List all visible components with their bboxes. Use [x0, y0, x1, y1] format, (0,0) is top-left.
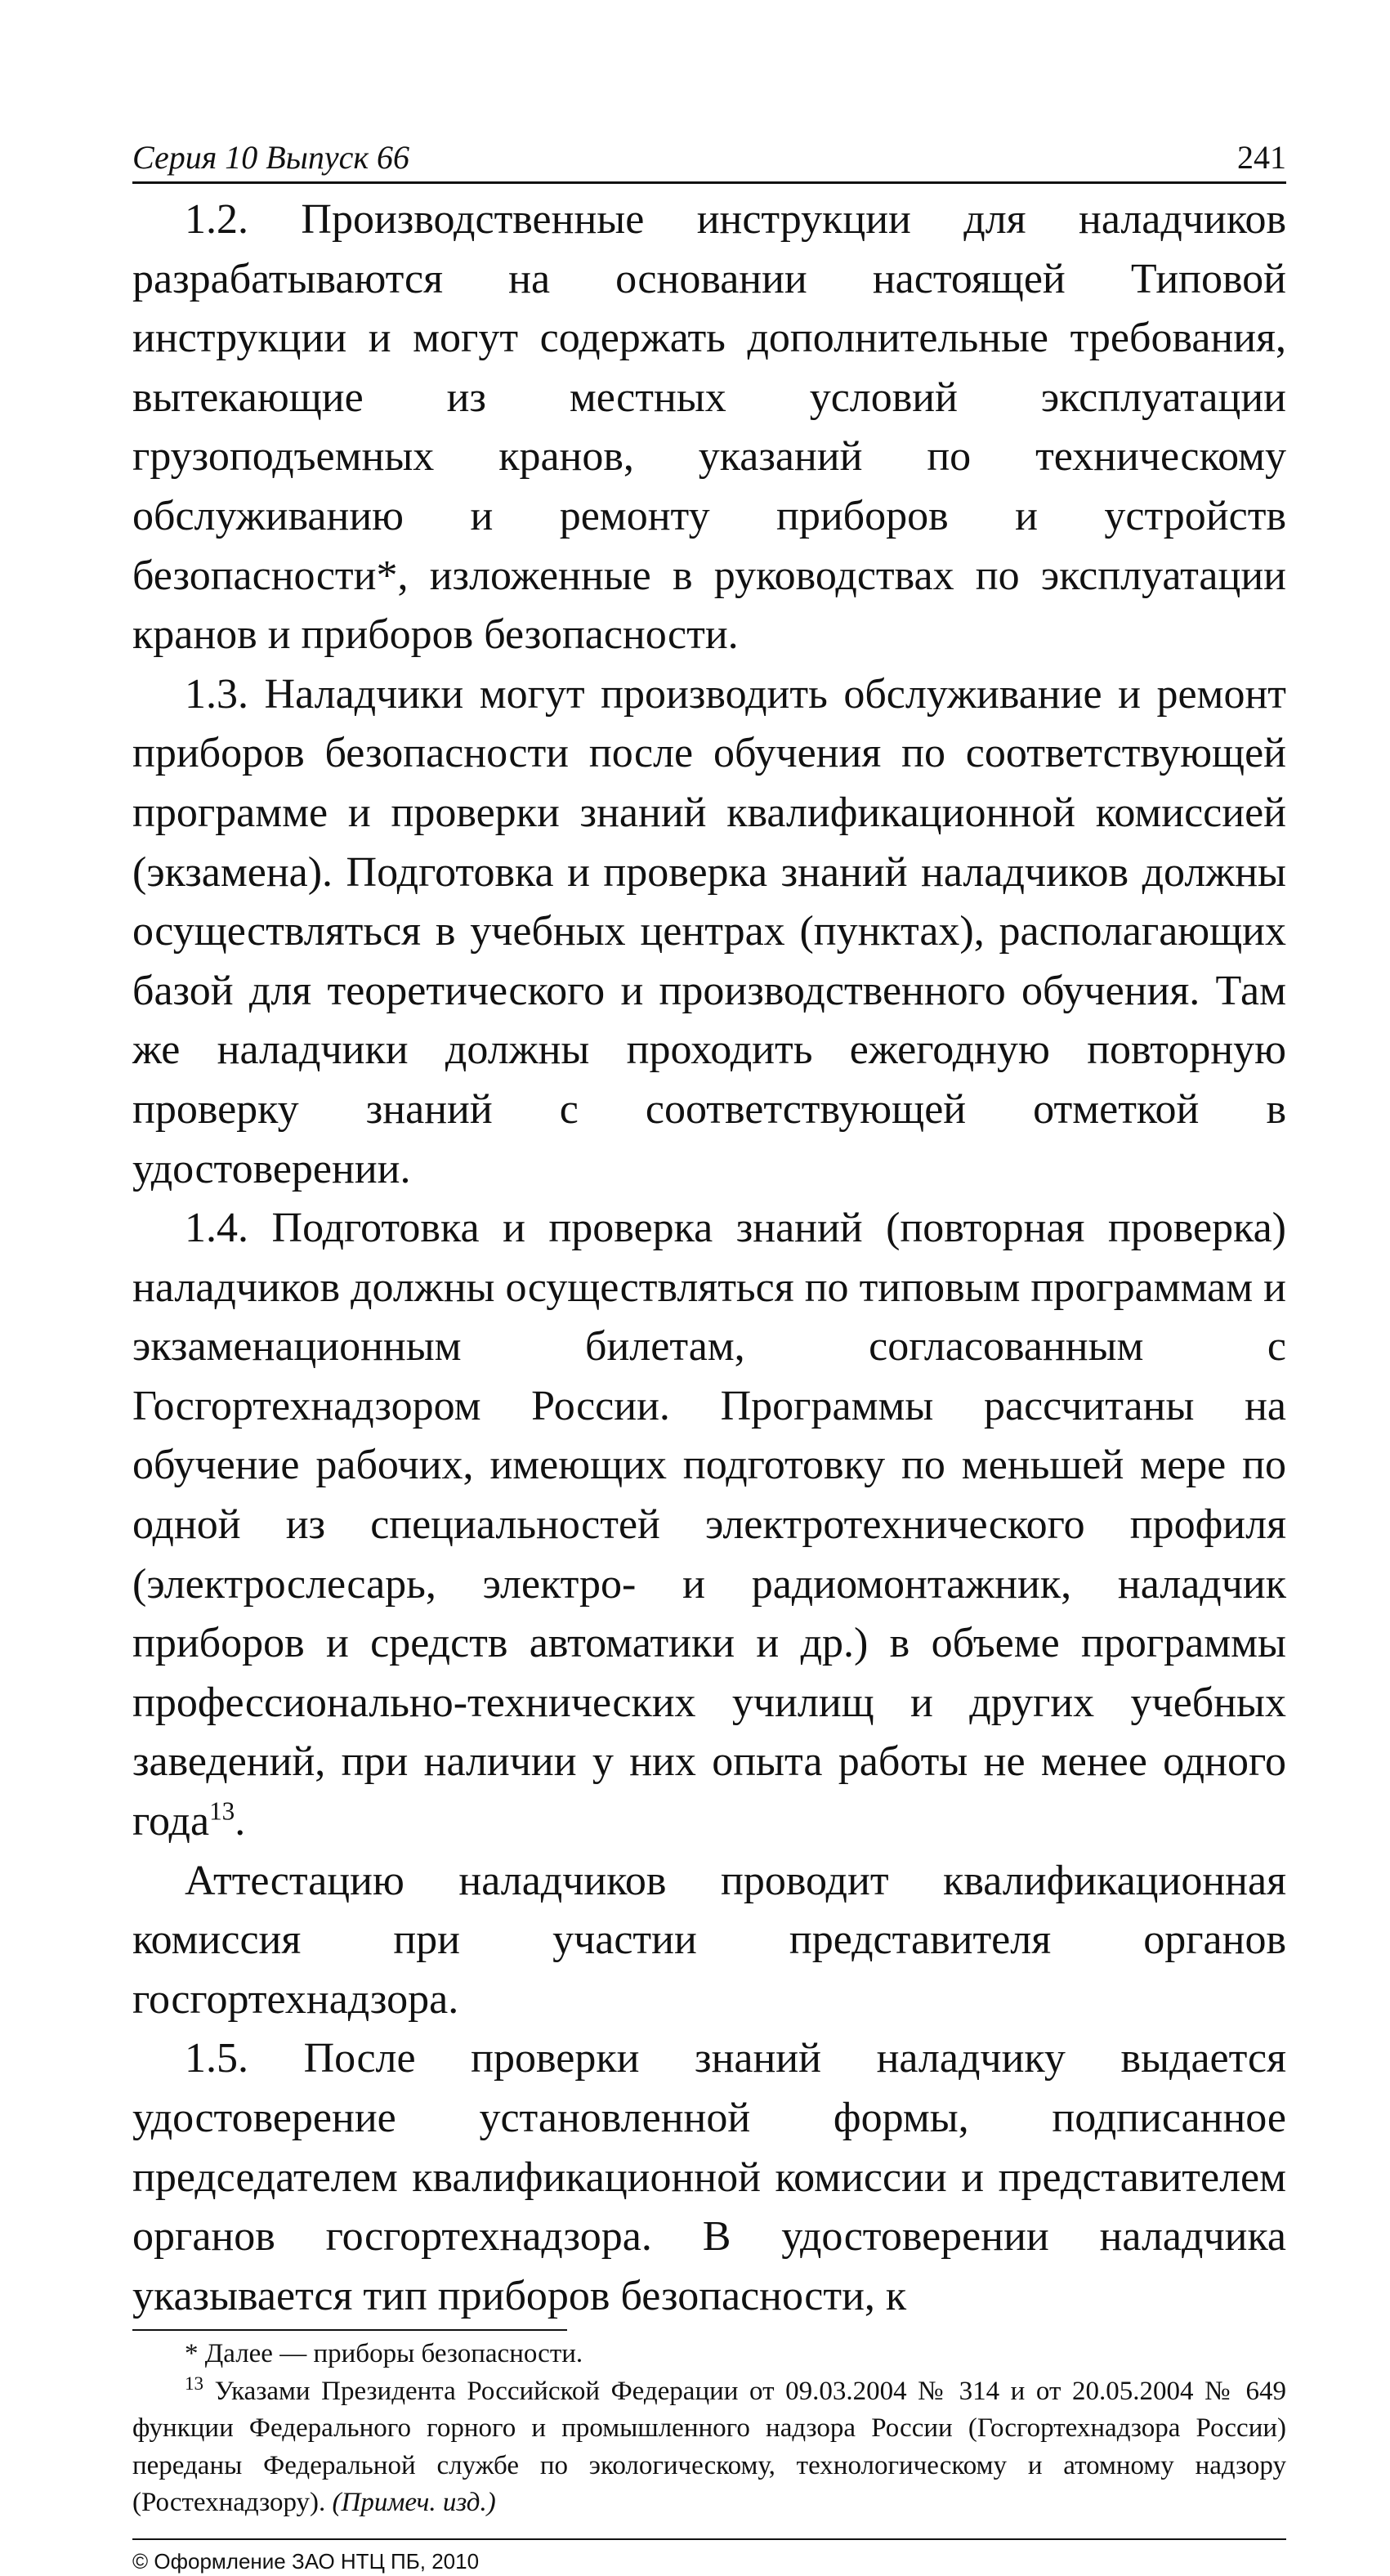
- copyright: © Оформление ЗАО НТЦ ПБ, 2010: [132, 2548, 480, 2574]
- footnote-13-text: Указами Президента Российской Федерации от 09.03.2004 № 314 и от 20.05.2004 № 649 функции Федерального горного и промышленного надзора России (Госгортехнадзора России) переданы Федеральной службе по экологическому, технологическому и атомному надзору (Ростехнадзору).: [132, 2376, 1286, 2518]
- paragraph-1-5: 1.5. После проверки знаний наладчику выдается удостоверение установленной формы, подписанное председателем квалификационной комиссии и представителем органов госгортехнадзора. В удостоверении наладчика указывается тип приборов безопасности, к: [132, 2035, 1286, 2319]
- paragraph-1-3: 1.3. Наладчики могут производить обслуживание и ремонт приборов безопасности после обучения по соответствующей программе и проверки знаний квалификационной комиссией (экзамена). Подготовка и проверка знаний наладчиков должны осуществляться в учебных центрах (пунктах), располагающих базой для теоретического и производственного обучения. Там же наладчики должны проходить ежегодную повторную проверку знаний с соответствующей отметкой в удостоверении.: [132, 670, 1286, 1192]
- body-text: [132, 190, 1286, 2326]
- footnotes: [132, 2336, 1286, 2522]
- running-head: [132, 139, 1286, 184]
- series-title: Серия 10 Выпуск 66: [132, 139, 410, 176]
- footnote-13-mark: 13: [185, 2372, 204, 2394]
- footer-divider: [132, 2538, 1286, 2540]
- footnote-13: [132, 2373, 1286, 2522]
- footnote-ref-13: 13: [209, 1796, 235, 1826]
- paragraph-1-4: [132, 1199, 1286, 1852]
- paragraph-1-4-text: 1.4. Подготовка и проверка знаний (повторная проверка) наладчиков должны осуществляться по типовым программам и экзаменационным билетам, согласованным с Госгортехнадзором России. Программы рассчитаны на обучение рабочих, имеющих подготовку по меньшей мере по одной из специальностей электротехнического профиля (электрослесарь, электро- и радиомонтажник, наладчик приборов и средств автоматики и др.) в объеме программы профессионально-технических училищ и других учебных заведений, при наличии у них опыта работы не менее одного года: [132, 1205, 1286, 1845]
- paragraph-1-4-end: .: [235, 1798, 246, 1845]
- footnote-star: * Далее — приборы безопасности.: [185, 2339, 583, 2369]
- paragraph-attestation: Аттестацию наладчиков проводит квалификационная комиссия при участии представителя органов госгортехнадзора.: [132, 1857, 1286, 2023]
- page-number: 241: [1237, 139, 1286, 176]
- footnote-divider: [132, 2329, 567, 2331]
- paragraph-1-2: 1.2. Производственные инструкции для наладчиков разрабатываются на основании настоящей Типовой инструкции и могут содержать дополнительные требования, вытекающие из местных условий эксплуатации грузоподъемных кранов, указаний по техническому обслуживанию и ремонту приборов и устройств безопасности*, изложенные в руководствах по эксплуатации кранов и приборов безопасности.: [132, 196, 1286, 659]
- footnote-13-note: (Примеч. изд.): [332, 2488, 496, 2518]
- document-page: [132, 139, 1286, 2576]
